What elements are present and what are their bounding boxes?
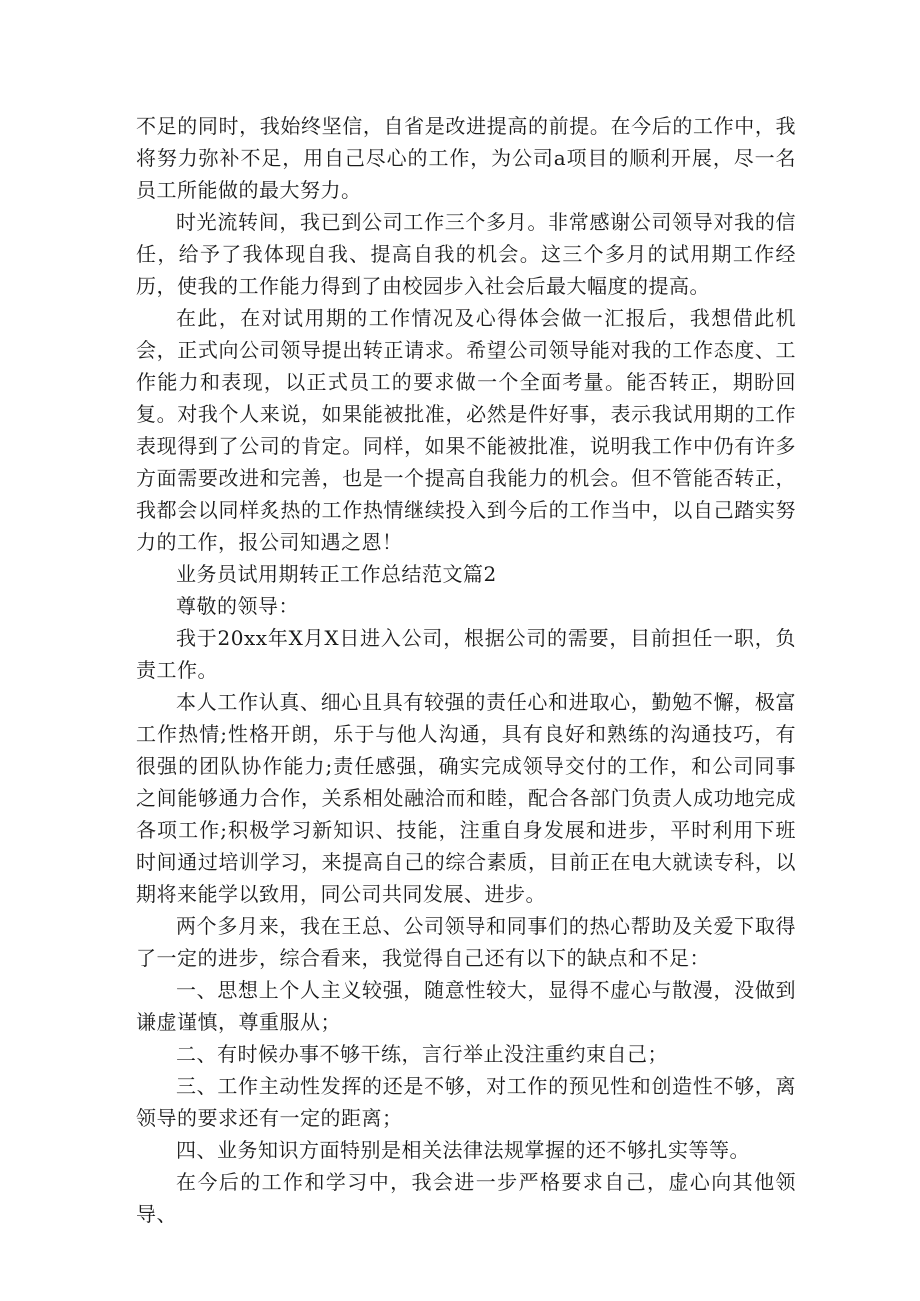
list-item-1: 一、思想上个人主义较强，随意性较大，显得不虚心与散漫，没做到谦虚谨慎，尊重服从；: [136, 978, 796, 1034]
paragraph-5: 本人工作认真、细心且具有较强的责任心和进取心，勤勉不懈，极富工作热情;性格开朗，乐于与他人沟通，具有良好和熟练的沟通技巧，有很强的团队协作能力;责任感强，确实完成领导交付的工作，和公司同事之间能够通力合作，关系相处融洽而和睦，配合各部门负责人成功地完成各项工作;积极学习新知识、技能，注重自身发展和进步，平时利用下班时间通过培训学习，来提高自己的综合素质，目前正在电大就读专科，以期将来能学以致用，同公司共同发展、进步。: [136, 690, 796, 906]
paragraph-6: 两个多月来，我在王总、公司领导和同事们的热心帮助及关爱下取得了一定的进步，综合看来，我觉得自己还有以下的缺点和不足：: [136, 914, 796, 970]
list-item-3: 三、工作主动性发挥的还是不够，对工作的预见性和创造性不够，离领导的要求还有一定的距离；: [136, 1074, 796, 1130]
paragraph-2: 时光流转间，我已到公司工作三个多月。非常感谢公司领导对我的信任，给予了我体现自我、提高自我的机会。这三个多月的试用期工作经历，使我的工作能力得到了由校园步入社会后最大幅度的提高。: [136, 210, 796, 298]
paragraph-7: 在今后的工作和学习中，我会进一步严格要求自己，虚心向其他领导、: [136, 1170, 796, 1226]
section-title: 业务员试用期转正工作总结范文篇2: [176, 562, 497, 586]
document-body: [136, 110, 796, 1230]
paragraph-4: 我于20xx年X月X日进入公司，根据公司的需要，目前担任一职，负责工作。: [136, 626, 796, 682]
list-item-4: 四、业务知识方面特别是相关法律法规掌握的还不够扎实等等。: [176, 1138, 750, 1162]
list-item-2: 二、有时候办事不够干练，言行举止没注重约束自己；: [176, 1042, 668, 1066]
paragraph-1: 不足的同时，我始终坚信，自省是改进提高的前提。在今后的工作中，我将努力弥补不足，用自己尽心的工作，为公司a项目的顺利开展，尽一名员工所能做的最大努力。: [136, 114, 796, 202]
salutation: 尊敬的领导：: [176, 594, 299, 618]
paragraph-3: 在此，在对试用期的工作情况及心得体会做一汇报后，我想借此机会，正式向公司领导提出转正请求。希望公司领导能对我的工作态度、工作能力和表现，以正式员工的要求做一个全面考量。能否转正，期盼回复。对我个人来说，如果能被批准，必然是件好事，表示我试用期的工作表现得到了公司的肯定。同样，如果不能被批准，说明我工作中仍有许多方面需要改进和完善，也是一个提高自我能力的机会。但不管能否转正，我都会以同样炙热的工作热情继续投入到今后的工作当中，以自己踏实努力的工作，报公司知遇之恩！: [136, 306, 796, 554]
